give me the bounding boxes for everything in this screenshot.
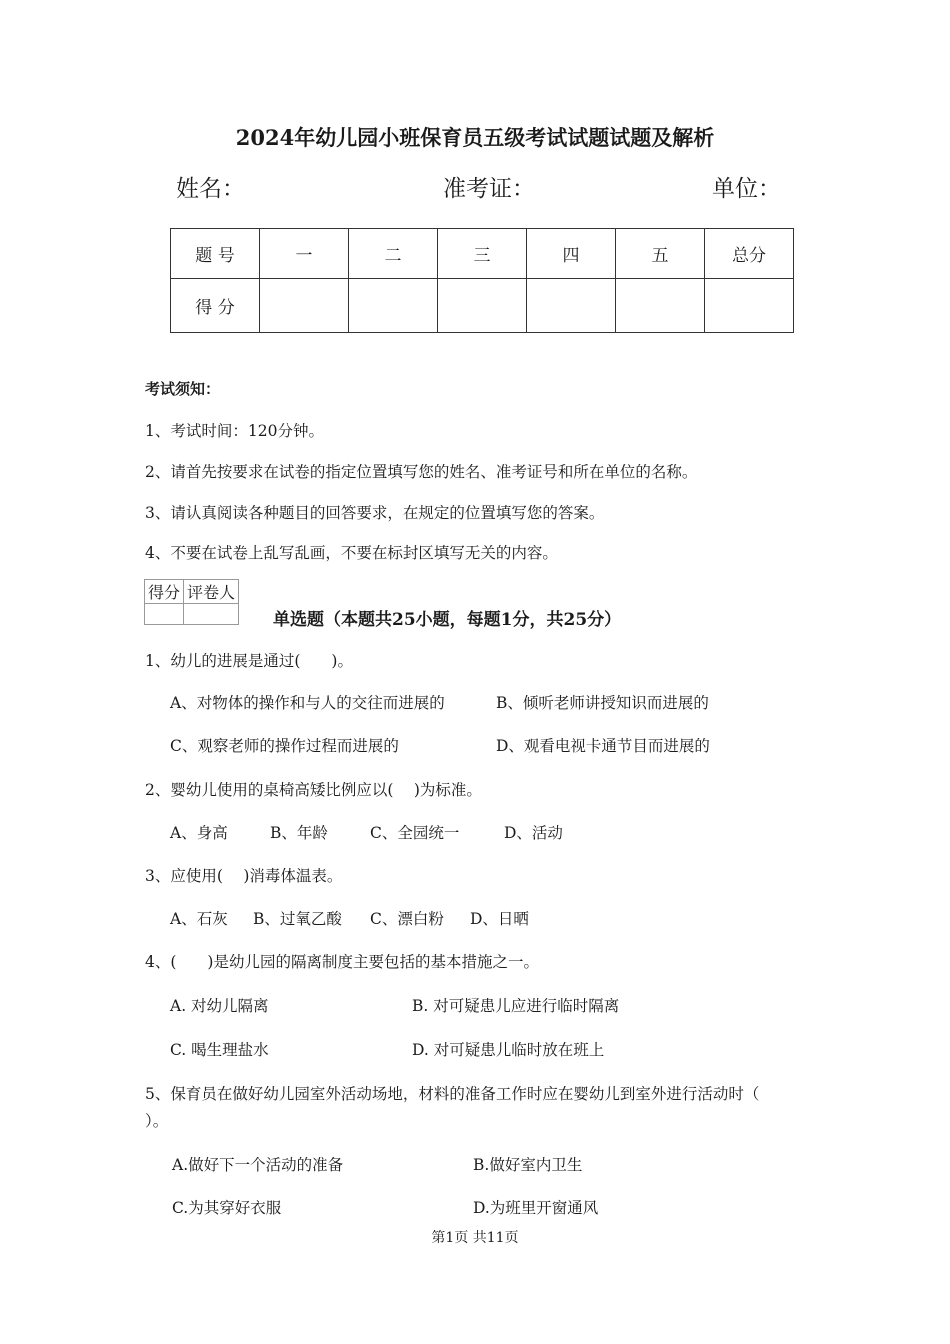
question-2: 2、婴幼儿使用的桌椅高矮比例应以( )为标准。	[145, 781, 482, 799]
q1-option-a[interactable]: A、对物体的操作和与人的交往而进展的	[170, 694, 445, 712]
grader-score-label: 得分	[145, 580, 184, 604]
page-footer: 第1页 共11页	[431, 1230, 519, 1246]
score-cell[interactable]	[616, 279, 705, 333]
question-5: 5、保育员在做好幼儿园室外活动场地，材料的准备工作时应在婴幼儿到室外进行活动时（	[145, 1085, 760, 1103]
score-table-header-cell: 题 号	[171, 229, 260, 279]
grader-score-cell[interactable]	[145, 604, 184, 625]
score-table-header-cell: 总分	[705, 229, 794, 279]
notice-item: 4、不要在试卷上乱写乱画，不要在标封区填写无关的内容。	[145, 544, 558, 562]
q2-option-c[interactable]: C、全园统一	[370, 824, 460, 842]
section-heading: 单选题（本题共25小题，每题1分，共25分）	[273, 610, 622, 630]
question-3: 3、应使用( )消毒体温表。	[145, 867, 343, 885]
question-5-continued: ）。	[145, 1112, 169, 1130]
score-cell[interactable]	[705, 279, 794, 333]
question-4: 4、( )是幼儿园的隔离制度主要包括的基本措施之一。	[145, 953, 539, 971]
q5-option-a[interactable]: A.做好下一个活动的准备	[172, 1156, 344, 1174]
q4-option-c[interactable]: C. 喝生理盐水	[170, 1041, 269, 1059]
name-field-label: 姓名：	[176, 176, 245, 202]
q3-option-b[interactable]: B、过氧乙酸	[253, 910, 342, 928]
score-table-header-cell: 一	[260, 229, 349, 279]
grader-name-cell[interactable]	[184, 604, 239, 625]
question-1: 1、幼儿的进展是通过( )。	[145, 652, 353, 670]
score-table	[170, 228, 794, 333]
q1-option-c[interactable]: C、观察老师的操作过程而进展的	[170, 737, 399, 755]
score-table-score-row	[171, 279, 794, 333]
document-title: 2024年幼儿园小班保育员五级考试试题试题及解析	[235, 125, 715, 150]
score-cell[interactable]	[527, 279, 616, 333]
grader-name-label: 评卷人	[184, 580, 239, 604]
score-table-header-row	[171, 229, 794, 279]
score-table-header-cell: 二	[349, 229, 438, 279]
q4-option-d[interactable]: D. 对可疑患儿临时放在班上	[412, 1041, 605, 1059]
q1-option-b[interactable]: B、倾听老师讲授知识而进展的	[496, 694, 709, 712]
score-row-label: 得 分	[171, 279, 260, 333]
q1-option-d[interactable]: D、观看电视卡通节目而进展的	[496, 737, 710, 755]
notice-item: 2、请首先按要求在试卷的指定位置填写您的姓名、准考证号和所在单位的名称。	[145, 463, 698, 481]
score-table-header-cell: 四	[527, 229, 616, 279]
q5-option-d[interactable]: D.为班里开窗通风	[473, 1199, 599, 1217]
score-table-header-cell: 五	[616, 229, 705, 279]
q5-option-b[interactable]: B.做好室内卫生	[473, 1156, 583, 1174]
notice-heading: 考试须知：	[145, 380, 221, 398]
q2-option-d[interactable]: D、活动	[504, 824, 563, 842]
score-cell[interactable]	[260, 279, 349, 333]
q3-option-a[interactable]: A、石灰	[170, 910, 228, 928]
q2-option-a[interactable]: A、身高	[170, 824, 228, 842]
score-cell[interactable]	[349, 279, 438, 333]
grader-box	[144, 579, 239, 625]
exam-number-field-label: 准考证：	[443, 176, 535, 202]
q3-option-c[interactable]: C、漂白粉	[370, 910, 444, 928]
unit-field-label: 单位：	[712, 176, 781, 202]
q2-option-b[interactable]: B、年龄	[270, 824, 328, 842]
notice-item: 1、考试时间：120分钟。	[145, 422, 324, 440]
notice-item: 3、请认真阅读各种题目的回答要求，在规定的位置填写您的答案。	[145, 504, 605, 522]
q4-option-b[interactable]: B. 对可疑患儿应进行临时隔离	[412, 997, 620, 1015]
q3-option-d[interactable]: D、日晒	[470, 910, 529, 928]
score-cell[interactable]	[438, 279, 527, 333]
q4-option-a[interactable]: A. 对幼儿隔离	[170, 997, 269, 1015]
score-table-header-cell: 三	[438, 229, 527, 279]
q5-option-c[interactable]: C.为其穿好衣服	[172, 1199, 282, 1217]
